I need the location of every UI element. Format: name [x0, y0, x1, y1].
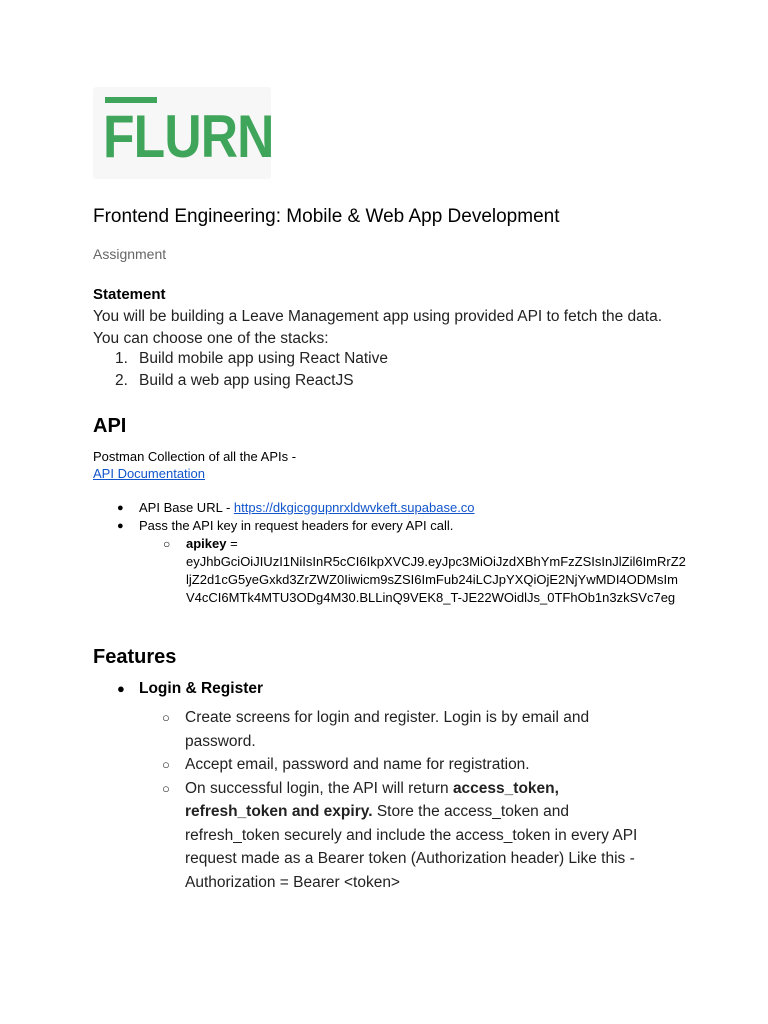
list-item [162, 753, 660, 777]
postman-text: Postman Collection of all the APIs - [93, 449, 297, 464]
base-url-link[interactable]: https://dkgicggupnrxldwvkeft.supabase.co [233, 500, 475, 515]
list-item [93, 678, 693, 700]
document-title: Frontend Engineering: Mobile & Web App Development [93, 206, 560, 227]
circle-bullet-icon: ○ [162, 757, 170, 772]
list-number: 1. [115, 350, 128, 367]
bullet-icon: ● [117, 520, 124, 532]
features-list [93, 678, 693, 700]
list-text: Build mobile app using React Native [139, 350, 388, 367]
login-register-heading: Login & Register [139, 680, 264, 697]
list-item [93, 499, 693, 517]
list-text: Build a web app using ReactJS [139, 372, 354, 389]
circle-bullet-icon: ○ [163, 537, 171, 551]
base-url-item [139, 499, 475, 517]
list-item [162, 706, 660, 753]
subitem-text-pre: On successful login, the API will return [185, 779, 453, 797]
list-number: 2. [115, 372, 128, 389]
apikey-value: eyJhbGciOiJIUzI1NiIsInR5cCI6IkpXVCJ9.eyJpc3MiOiJzdXBhYmFzZSIsInJlZil6ImRrZ2ljZ2d1cG5yeGxkd3ZrZWZ0Iiwicm9sZSI6ImFub24iLCJpYXQiOjE2NjYwMDI4ODMsImV4cCI6MTk4MTU3ODg4M30.BLLinQ9VEK8_T-JE22WOidlJs_0TFhOb1n3zkSVc7eg [186, 554, 686, 605]
list-item [162, 777, 660, 895]
circle-bullet-icon: ○ [162, 780, 170, 796]
api-documentation-link-text[interactable]: API Documentation [93, 466, 206, 481]
subitem-text-post: Store the access_token and refresh_token securely and include the access_token in every API request made as a Bearer token (Authorization header) Like this - Authorization = Bearer <token> [185, 803, 638, 891]
list-item [93, 517, 693, 535]
pass-key-text: Pass the API key in request headers for every API call. [139, 518, 454, 533]
bullet-icon: ● [117, 681, 125, 696]
apikey-equals: = [226, 536, 238, 551]
login-subitems [93, 706, 693, 894]
api-documentation-link[interactable] [93, 465, 205, 482]
circle-bullet-icon: ○ [162, 710, 170, 725]
subitem-text-bold: access_token, refresh_token and expiry. [185, 779, 559, 820]
flurn-logo [93, 87, 274, 179]
api-bullets [93, 499, 693, 607]
statement-heading: Statement [93, 286, 166, 303]
statement-paragraph: You will be building a Leave Management app using provided API to fetch the data. You can choose one of the stacks: [93, 308, 663, 347]
base-url-label: API Base URL - [139, 500, 234, 515]
features-heading: Features [93, 646, 177, 668]
subitem-text: Create screens for login and register. Login is by email and password. [185, 709, 590, 750]
subitem-text: Accept email, password and name for registration. [185, 756, 530, 773]
bullet-icon: ● [117, 502, 124, 514]
apikey-item [163, 535, 693, 607]
logo-text: FLURN [103, 103, 274, 170]
apikey-block [186, 535, 686, 607]
apikey-label: apikey [186, 536, 227, 551]
api-heading: API [93, 415, 127, 437]
document-subtitle: Assignment [93, 246, 167, 262]
